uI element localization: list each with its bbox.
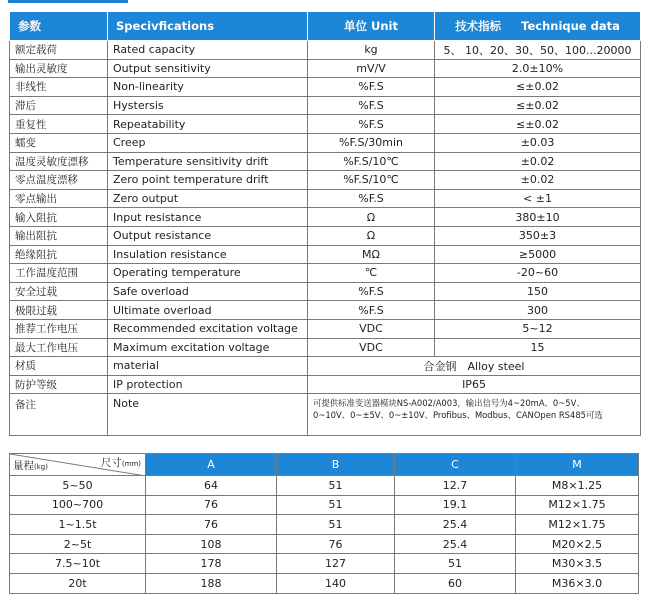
spec-param-cn: 推荐工作电压	[10, 319, 108, 338]
dims-value-a: 188	[146, 573, 277, 593]
spec-row	[10, 226, 641, 245]
top-strip	[0, 0, 650, 8]
dims-value-b: 127	[277, 554, 395, 574]
spec-param-cn: 输入阻抗	[10, 208, 108, 227]
dims-corner-cell	[10, 454, 146, 476]
dims-value-c: 12.7	[395, 476, 516, 496]
spec-value: -20~60	[435, 264, 641, 283]
dims-value-m: M12×1.75	[516, 515, 639, 535]
spec-param-en: Recommended excitation voltage	[108, 319, 308, 338]
spec-unit: %F.S	[308, 96, 435, 115]
spec-merged-value: IP65	[308, 375, 641, 394]
dims-header-row	[10, 454, 639, 476]
spec-param-cn: 输出阻抗	[10, 226, 108, 245]
spec-unit: %F.S/30min	[308, 133, 435, 152]
spec-row	[10, 78, 641, 97]
spec-param-en: Input resistance	[108, 208, 308, 227]
dims-range: 20t	[10, 573, 146, 593]
spec-row	[10, 301, 641, 320]
dims-value-c: 25.4	[395, 534, 516, 554]
dims-row	[10, 534, 639, 554]
spec-param-en: Rated capacity	[108, 41, 308, 60]
spec-unit: kg	[308, 41, 435, 60]
spec-row	[10, 319, 641, 338]
dims-value-b: 76	[277, 534, 395, 554]
spec-value: ≤±0.02	[435, 115, 641, 134]
dims-value-b: 140	[277, 573, 395, 593]
spec-param-cn: 绝缘阻抗	[10, 245, 108, 264]
spec-unit: %F.S	[308, 301, 435, 320]
note-text	[308, 394, 641, 436]
spec-header-row	[10, 12, 641, 41]
spec-unit: mV/V	[308, 59, 435, 78]
dims-col-m: M	[516, 454, 639, 476]
spec-value: 15	[435, 338, 641, 357]
spec-param-cn: 额定载荷	[10, 41, 108, 60]
dims-range: 1~1.5t	[10, 515, 146, 535]
spec-param-cn: 防护等级	[10, 375, 108, 394]
spec-param-en: Insulation resistance	[108, 245, 308, 264]
dims-col-c: C	[395, 454, 516, 476]
dims-value-a: 76	[146, 515, 277, 535]
spec-value: 150	[435, 282, 641, 301]
spec-row	[10, 208, 641, 227]
spec-param-cn: 滞后	[10, 96, 108, 115]
spec-value: ≤±0.02	[435, 96, 641, 115]
header-tech-en: Technique data	[521, 19, 620, 33]
spec-row-merged	[10, 357, 641, 376]
specification-table	[9, 11, 641, 436]
header-technique	[435, 12, 641, 41]
spec-unit: %F.S/10℃	[308, 171, 435, 190]
header-unit: 单位 Unit	[308, 12, 435, 41]
dims-value-a: 178	[146, 554, 277, 574]
note-line-2: 0~10V、0~±5V、0~±10V、Profibus、Modbus、CANOpen RS485可选	[313, 410, 603, 421]
dims-value-a: 64	[146, 476, 277, 496]
spec-param-en: Creep	[108, 133, 308, 152]
spec-unit: Ω	[308, 208, 435, 227]
spec-value: 5、 10、20、30、50、100...20000	[435, 41, 641, 60]
spec-param-cn: 非线性	[10, 78, 108, 97]
note-line-1: 可提供标准变送器模块NS-A002/A003，输出信号为4~20mA、0~5V、	[313, 398, 585, 409]
spec-unit: %F.S	[308, 189, 435, 208]
spec-param-en: material	[108, 357, 308, 376]
dims-value-c: 51	[395, 554, 516, 574]
spec-param-en: Output resistance	[108, 226, 308, 245]
spec-param-en: Hystersis	[108, 96, 308, 115]
spec-row	[10, 245, 641, 264]
top-accent-bar	[8, 0, 128, 3]
spec-value: ±0.02	[435, 171, 641, 190]
corner-size-label: 尺寸(mm)	[100, 457, 141, 469]
spec-param-cn: 最大工作电压	[10, 338, 108, 357]
note-label-cn: 备注	[10, 394, 108, 436]
spec-note-row	[10, 394, 641, 436]
spec-unit: %F.S	[308, 282, 435, 301]
dims-value-m: M8×1.25	[516, 476, 639, 496]
dimensions-table	[9, 453, 639, 594]
spec-param-en: Safe overload	[108, 282, 308, 301]
spec-param-en: Non-linearity	[108, 78, 308, 97]
spec-row	[10, 152, 641, 171]
spec-param-en: Zero output	[108, 189, 308, 208]
spec-param-cn: 零点温度漂移	[10, 171, 108, 190]
spec-unit: VDC	[308, 319, 435, 338]
spec-param-cn: 蠕变	[10, 133, 108, 152]
header-param-en: Specivfications	[108, 12, 308, 41]
spec-unit: %F.S	[308, 115, 435, 134]
spec-param-en: IP protection	[108, 375, 308, 394]
spec-param-cn: 极限过载	[10, 301, 108, 320]
spec-value: 350±3	[435, 226, 641, 245]
spec-param-en: Maximum excitation voltage	[108, 338, 308, 357]
spec-value: ≤±0.02	[435, 78, 641, 97]
spec-param-cn: 零点输出	[10, 189, 108, 208]
dims-value-m: M36×3.0	[516, 573, 639, 593]
dims-value-m: M20×2.5	[516, 534, 639, 554]
spec-row	[10, 96, 641, 115]
corner-range-label: 量程(kg)	[13, 460, 48, 472]
spec-param-cn: 输出灵敏度	[10, 59, 108, 78]
spec-param-cn: 温度灵敏度漂移	[10, 152, 108, 171]
dims-value-a: 108	[146, 534, 277, 554]
spec-unit: VDC	[308, 338, 435, 357]
dims-value-c: 25.4	[395, 515, 516, 535]
dims-row	[10, 495, 639, 515]
dims-row	[10, 476, 639, 496]
spec-row-merged	[10, 375, 641, 394]
spec-value: 2.0±10%	[435, 59, 641, 78]
spec-unit: ℃	[308, 264, 435, 283]
dims-range: 100~700	[10, 495, 146, 515]
spec-row	[10, 59, 641, 78]
dims-col-a: A	[146, 454, 277, 476]
spec-param-en: Zero point temperature drift	[108, 171, 308, 190]
spec-value: ±0.03	[435, 133, 641, 152]
dims-row	[10, 515, 639, 535]
spec-row	[10, 338, 641, 357]
header-param-cn: 参数	[10, 12, 108, 41]
spec-value: 380±10	[435, 208, 641, 227]
spec-param-cn: 安全过载	[10, 282, 108, 301]
dims-value-c: 19.1	[395, 495, 516, 515]
dims-value-m: M30×3.5	[516, 554, 639, 574]
dims-range: 7.5~10t	[10, 554, 146, 574]
dims-value-m: M12×1.75	[516, 495, 639, 515]
spec-param-en: Repeatability	[108, 115, 308, 134]
spec-row	[10, 264, 641, 283]
spec-value: ±0.02	[435, 152, 641, 171]
dims-col-b: B	[277, 454, 395, 476]
spec-param-cn: 材质	[10, 357, 108, 376]
spec-unit: Ω	[308, 226, 435, 245]
spec-value: ≥5000	[435, 245, 641, 264]
dims-value-b: 51	[277, 515, 395, 535]
spec-row	[10, 282, 641, 301]
spec-row	[10, 171, 641, 190]
dims-range: 5~50	[10, 476, 146, 496]
spec-value: 300	[435, 301, 641, 320]
spec-param-en: Ultimate overload	[108, 301, 308, 320]
dims-row	[10, 573, 639, 593]
spec-value: < ±1	[435, 189, 641, 208]
spec-param-cn: 重复性	[10, 115, 108, 134]
dims-value-b: 51	[277, 495, 395, 515]
dims-value-b: 51	[277, 476, 395, 496]
header-tech-cn: 技术指标	[455, 19, 502, 33]
spec-param-en: Operating temperature	[108, 264, 308, 283]
dims-value-c: 60	[395, 573, 516, 593]
spec-unit: MΩ	[308, 245, 435, 264]
dims-value-a: 76	[146, 495, 277, 515]
spec-row	[10, 189, 641, 208]
spec-row	[10, 115, 641, 134]
spec-value: 5~12	[435, 319, 641, 338]
spec-unit: %F.S/10℃	[308, 152, 435, 171]
spec-unit: %F.S	[308, 78, 435, 97]
spec-param-en: Temperature sensitivity drift	[108, 152, 308, 171]
dims-range: 2~5t	[10, 534, 146, 554]
spec-merged-value: 合金钢 Alloy steel	[308, 357, 641, 376]
spec-row	[10, 133, 641, 152]
dims-row	[10, 554, 639, 574]
spec-row	[10, 41, 641, 60]
spec-param-en: Output sensitivity	[108, 59, 308, 78]
note-label-en: Note	[108, 394, 308, 436]
spec-param-cn: 工作温度范围	[10, 264, 108, 283]
